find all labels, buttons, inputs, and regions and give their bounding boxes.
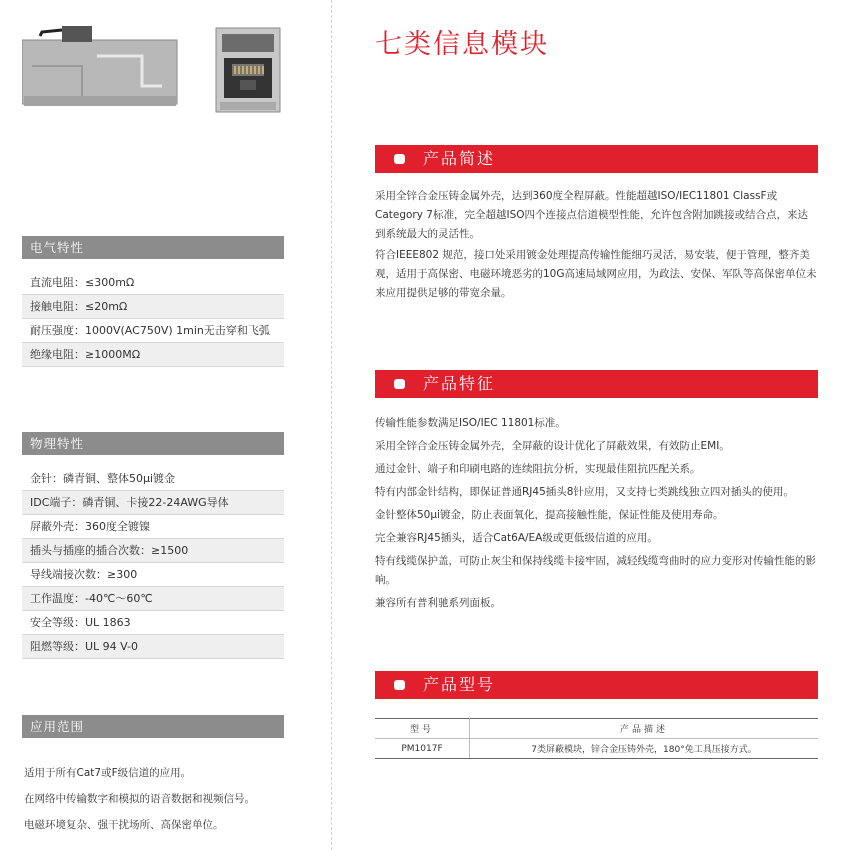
electrical-section-header: 电气特性 (22, 236, 284, 259)
models-title: 产品型号 (423, 675, 496, 694)
feature-item: 特有内部金针结构，即保证普通RJ45插头8针应用，又支持七类跳线独立四对插头的使用。 (375, 486, 794, 498)
physical-section-header: 物理特性 (22, 432, 284, 455)
overview-title: 产品简述 (423, 149, 496, 168)
bullet-icon (394, 154, 405, 164)
spec-item: 工作温度：-40℃～60℃ (22, 587, 284, 611)
overview-paragraph: 符合IEEE802 规范，接口处采用镀金处理提高传输性能细巧灵活，易安装，便于管理，整齐美观，适用于高保密、电磁环境恶劣的10G高速局域网应用，为政法、安保、军队等高保密单位未来应用提供足够的带宽余量。 (375, 249, 817, 299)
column-divider (331, 0, 332, 850)
application-item: 适用于所有Cat7或F级信道的应用。 (24, 767, 192, 779)
spec-item: 直流电阻：≤300mΩ (22, 271, 284, 295)
spec-item: 绝缘电阻：≥1000MΩ (22, 343, 284, 367)
spec-item: 插头与插座的插合次数：≥1500 (22, 539, 284, 563)
spec-item: 屏蔽外壳：360度全镀镍 (22, 515, 284, 539)
product-photo-side (22, 26, 182, 116)
feature-item: 金针整体50μi镀金，防止表面氧化，提高接触性能，保证性能及使用寿命。 (375, 509, 724, 521)
model-table (375, 718, 818, 759)
application-list (22, 760, 312, 838)
column-header-desc: 产品描述 (470, 719, 819, 739)
desc-cell: 7类屏蔽模块，锌合金压铸外壳，180°免工具压接方式。 (470, 739, 819, 759)
features-title: 产品特征 (423, 374, 496, 393)
application-section-header: 应用范围 (22, 715, 284, 738)
spec-item: 导线端接次数：≥300 (22, 563, 284, 587)
application-item: 在网络中传输数字和模拟的语音数据和视频信号。 (24, 793, 255, 805)
electrical-spec-list (22, 271, 284, 367)
spec-item: 安全等级：UL 1863 (22, 611, 284, 635)
overview-paragraph: 采用全锌合金压铸金属外壳，达到360度全程屏蔽。性能超越ISO/IEC11801 ClassF或Category 7标准，完全超越ISO四个连接点信道模型性能，允许包含附加跳接或结合点，来达到系统最大的灵活性。 (375, 190, 809, 240)
model-cell: PM1017F (375, 739, 470, 759)
table-row (375, 739, 818, 759)
feature-item: 兼容所有普利驰系列面板。 (375, 597, 501, 609)
column-header-model: 型号 (375, 719, 470, 739)
physical-spec-list (22, 467, 284, 659)
spec-item: 耐压强度：1000V(AC750V) 1min无击穿和飞弧 (22, 319, 284, 343)
spec-item: 阻燃等级：UL 94 V-0 (22, 635, 284, 659)
bullet-icon (394, 680, 405, 690)
overview-section-header (375, 145, 818, 173)
models-section-header (375, 671, 818, 699)
bullet-icon (394, 379, 405, 389)
features-section-header (375, 370, 818, 398)
application-item: 电磁环境复杂、强干扰场所、高保密单位。 (24, 819, 224, 831)
feature-item: 采用全锌合金压铸金属外壳，全屏蔽的设计优化了屏蔽效果，有效防止EMI。 (375, 440, 730, 452)
spec-item: 金针：磷青铜、整体50μi镀金 (22, 467, 284, 491)
feature-item: 通过金针、端子和印刷电路的连续阻抗分析，实现最佳阻抗匹配关系。 (375, 463, 701, 475)
feature-item: 特有线缆保护盖，可防止灰尘和保持线缆卡接牢固，减轻线缆弯曲时的应力变形对传输性能的影响。 (375, 555, 816, 586)
table-header-row (375, 719, 818, 739)
spec-item: IDC端子：磷青铜、卡接22-24AWG导体 (22, 491, 284, 515)
product-photo-front (212, 24, 284, 116)
feature-item: 完全兼容RJ45插头，适合Cat6A/EA级或更低级信道的应用。 (375, 532, 658, 544)
features-list (375, 414, 818, 617)
spec-item: 接触电阻：≤20mΩ (22, 295, 284, 319)
feature-item: 传输性能参数满足ISO/IEC 11801标准。 (375, 417, 566, 429)
overview-text (375, 187, 818, 305)
page-title: 七类信息模块 (375, 29, 549, 60)
